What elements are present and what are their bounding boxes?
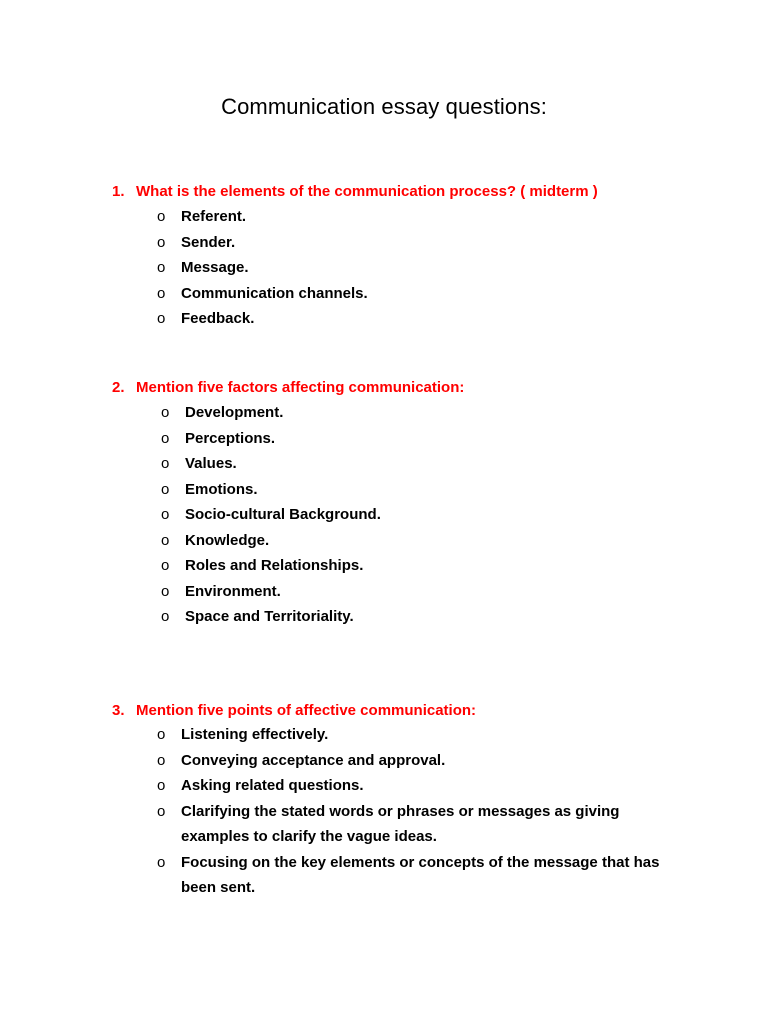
list-item [161,451,381,477]
list-item-text: Development. [185,404,284,421]
bullet-marker-icon: o [161,480,170,498]
bullet-marker-icon: o [161,582,170,600]
question-number: 1. [112,183,125,200]
list-item-text: Environment. [185,582,281,600]
list-item [157,306,368,332]
question-text: What is the elements of the communication process? ( midterm ) [136,183,598,200]
bullet-marker-icon: o [161,455,170,472]
question-text: Mention five factors affecting communication: [136,379,465,396]
page-title: Communication essay questions: [221,94,547,119]
bullet-marker-icon: o [157,259,166,276]
list-item-text: Referent. [181,208,247,225]
list-item [161,477,381,503]
bullet-marker-icon: o [157,726,166,743]
bullet-marker-icon: o [157,777,166,794]
list-item-text: Values. [185,455,237,472]
question-number: 2. [112,379,125,396]
list-item-text: Emotions. [185,480,258,498]
question-text: Mention five points of affective communication: [136,702,477,719]
list-item [157,773,681,799]
list-item [161,579,381,605]
list-item-text: Focusing on the key elements or concepts of the message that has been sent. [181,853,660,896]
bullet-marker-icon: o [161,608,170,625]
list-item [157,255,368,281]
list-item-text: Roles and Relationships. [185,557,364,574]
bullet-marker-icon: o [161,506,170,523]
list-item-text: Feedback. [181,310,255,327]
list-item-text: Asking related questions. [181,777,364,794]
list-item-text: Perceptions. [185,429,276,447]
answer-list-3 [157,722,681,901]
list-item-text: Clarifying the stated words or phrases or messages as giving examples to clarify the vague ideas. [181,802,620,845]
bullet-marker-icon: o [157,233,166,251]
list-item-text: Knowledge. [185,531,270,549]
bullet-marker-icon: o [157,208,166,225]
answer-list-1 [157,204,368,332]
bullet-marker-icon: o [157,284,166,302]
list-item-text: Communication channels. [181,284,368,302]
question-number: 3. [112,702,125,719]
list-item [157,722,681,748]
list-item [161,502,381,528]
list-item-text: Conveying acceptance and approval. [181,751,446,769]
list-item [161,604,381,630]
bullet-marker-icon: o [161,429,170,447]
list-item-text: Sender. [181,233,236,251]
question-3 [112,702,476,719]
bullet-marker-icon: o [157,802,166,820]
list-item-text: Space and Territoriality. [185,608,354,625]
list-item-text: Message. [181,259,249,276]
bullet-marker-icon: o [157,751,166,769]
list-item [161,426,381,452]
list-item [157,281,368,307]
bullet-marker-icon: o [157,853,166,871]
list-item [157,230,368,256]
list-item-text: Socio-cultural Background. [185,506,381,523]
bullet-marker-icon: o [161,557,170,574]
question-2 [112,379,464,396]
bullet-marker-icon: o [157,310,166,327]
bullet-marker-icon: o [161,404,170,421]
question-1 [112,183,598,200]
list-item [157,748,681,774]
answer-list-2 [161,400,381,630]
bullet-marker-icon: o [161,531,170,549]
list-item [157,204,368,230]
list-item [161,400,381,426]
list-item [161,528,381,554]
list-item [157,850,681,901]
list-item [157,799,681,850]
list-item-text: Listening effectively. [181,726,329,743]
list-item [161,553,381,579]
